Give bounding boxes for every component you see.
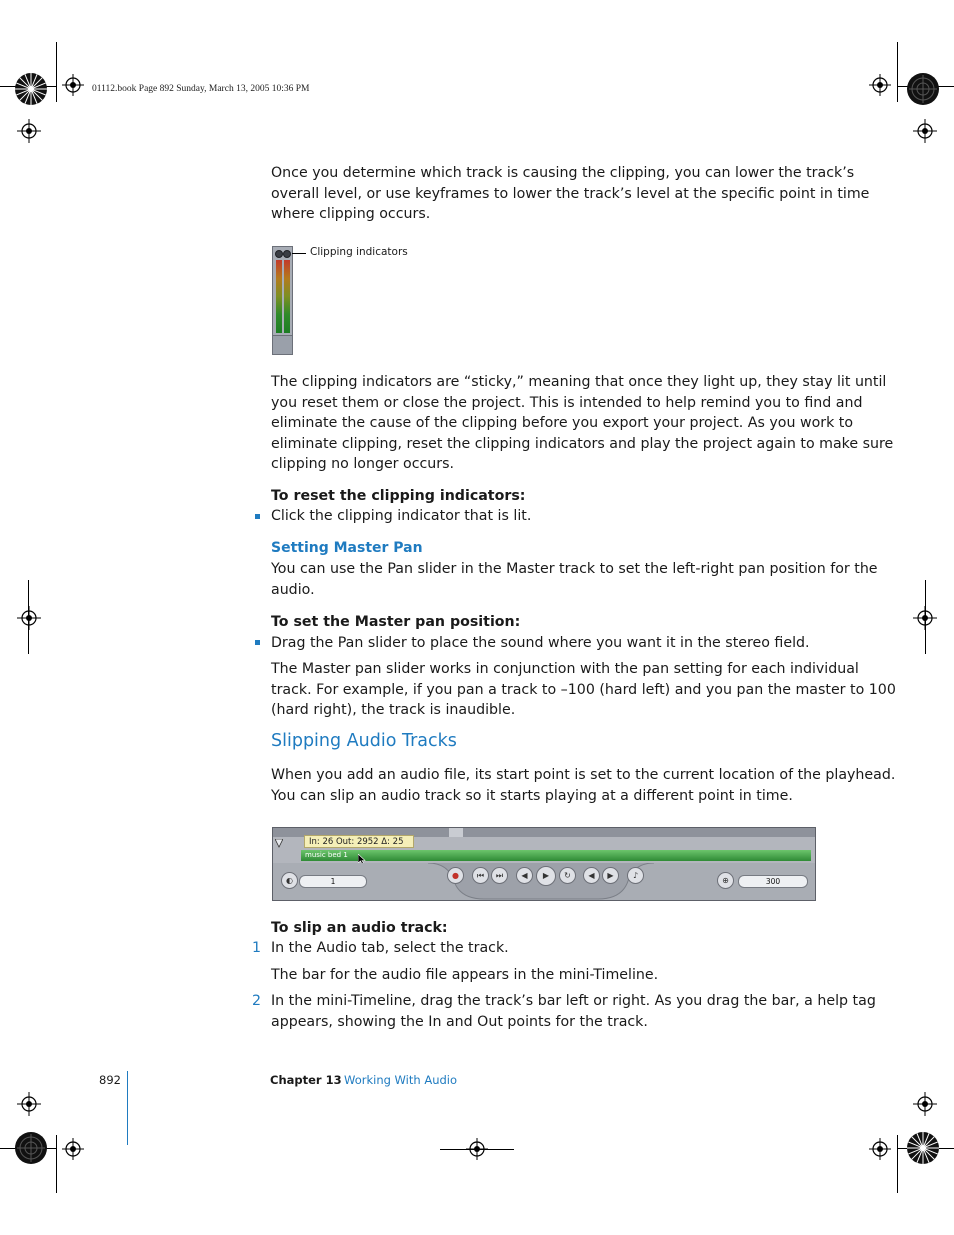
record-button[interactable]: ●: [447, 867, 464, 884]
callout-line: [292, 253, 306, 254]
left-value-field[interactable]: 1: [299, 875, 367, 888]
volume-button[interactable]: ♪: [627, 867, 644, 884]
track-name-label: music bed 1: [305, 851, 348, 859]
mini-timeline-screenshot: [272, 827, 816, 901]
go-to-end-button[interactable]: ⏭: [491, 867, 508, 884]
registration-starburst-icon: [906, 1131, 940, 1165]
registration-target-icon: [869, 1138, 891, 1160]
callout-clipping-indicators: Clipping indicators: [310, 246, 408, 258]
play-button[interactable]: ▶: [536, 866, 556, 886]
bullet-drag-pan: Drag the Pan slider to place the sound where you want it in the stereo field.: [271, 635, 810, 651]
registration-target-icon: [17, 119, 41, 143]
registration-target-icon: [913, 1092, 937, 1116]
registration-starburst-icon: [14, 72, 48, 106]
help-tag: In: 26 Out: 2952 Δ: 25: [304, 835, 414, 848]
level-meter-figure: [272, 246, 293, 355]
paragraph-sticky-indicators: The clipping indicators are “sticky,” meaning that once they light up, they stay lit until you reset them or close the project. This is intended to help remind you to find and eliminate the cause of the clipping before you export your project. As you work to eliminate clipping, reset the clipping indicators and play the project again to make sure clipping no longer occurs.: [271, 374, 894, 472]
heading-setting-master-pan: Setting Master Pan: [271, 540, 423, 556]
paragraph-master-pan: You can use the Pan slider in the Master track to set the left-right pan position for the audio.: [271, 561, 878, 598]
step-drag-bar: In the mini-Timeline, drag the track’s bar left or right. As you drag the bar, a help tag appears, showing the In and Out points for the track.: [271, 993, 876, 1030]
next-marker-button[interactable]: ▶: [602, 867, 619, 884]
heading-slip-audio-track: To slip an audio track:: [271, 920, 448, 936]
registration-rosette-icon: [14, 1131, 48, 1165]
tempo-icon[interactable]: ⊕: [717, 872, 734, 889]
running-head: 01112.book Page 892 Sunday, March 13, 2005 10:36 PM: [92, 84, 310, 94]
meter-bar-left: [276, 260, 282, 333]
meter-base: [273, 335, 292, 354]
bullet-click-indicator: Click the clipping indicator that is lit.: [271, 508, 532, 524]
paragraph-slip-intro: When you add an audio file, its start point is set to the current location of the playhead. You can slip an audio track so it starts playing at a different point in time.: [271, 767, 896, 804]
meter-bar-right: [284, 260, 290, 333]
registration-target-icon: [17, 1092, 41, 1116]
right-value-field[interactable]: 300: [738, 875, 808, 888]
registration-target-icon: [913, 119, 937, 143]
page-number: 892: [99, 1073, 121, 1087]
heading-slipping-audio-tracks: Slipping Audio Tracks: [271, 731, 457, 751]
clipping-indicator-left[interactable]: [275, 250, 283, 258]
step-number: 1: [252, 940, 262, 956]
heading-set-master-pan: To set the Master pan position:: [271, 614, 521, 630]
registration-target-icon: [869, 74, 891, 96]
loop-button[interactable]: ↻: [559, 867, 576, 884]
paragraph-master-pan-works: The Master pan slider works in conjunction with the pan setting for each individual track. For example, if you pan a track to –100 (hard left) and you pan the master to 100 (hard right), the track is inaudible.: [271, 661, 896, 718]
registration-rosette-icon: [906, 72, 940, 106]
heading-reset-indicators: To reset the clipping indicators:: [271, 488, 526, 504]
bullet-marker: [255, 640, 260, 645]
footer-rule: [127, 1071, 128, 1145]
paragraph-bar-appears: The bar for the audio file appears in the mini-Timeline.: [271, 967, 659, 983]
registration-target-icon: [17, 606, 41, 630]
pan-knob-icon[interactable]: ◐: [281, 872, 298, 889]
playhead-marker-icon[interactable]: [275, 839, 283, 849]
step-select-track: In the Audio tab, select the track.: [271, 940, 509, 956]
go-to-start-button[interactable]: ⏮: [472, 867, 489, 884]
rewind-button[interactable]: ◀: [516, 867, 533, 884]
transport-control-bar: [273, 863, 815, 900]
clipping-indicator-right[interactable]: [283, 250, 291, 258]
bullet-marker: [255, 514, 260, 519]
paragraph-clipping-track: Once you determine which track is causing the clipping, you can lower the track’s overall level, or use keyframes to lower the track’s level at the specific point in time where clipping occurs.: [271, 165, 870, 222]
previous-marker-button[interactable]: ◀: [583, 867, 600, 884]
footer-chapter: Chapter 13: [270, 1073, 342, 1087]
step-number: 2: [252, 993, 262, 1009]
footer-chapter-title: Working With Audio: [344, 1073, 458, 1087]
audio-track-bar[interactable]: [301, 850, 811, 861]
registration-target-icon: [62, 1138, 84, 1160]
registration-target-icon: [62, 74, 84, 96]
